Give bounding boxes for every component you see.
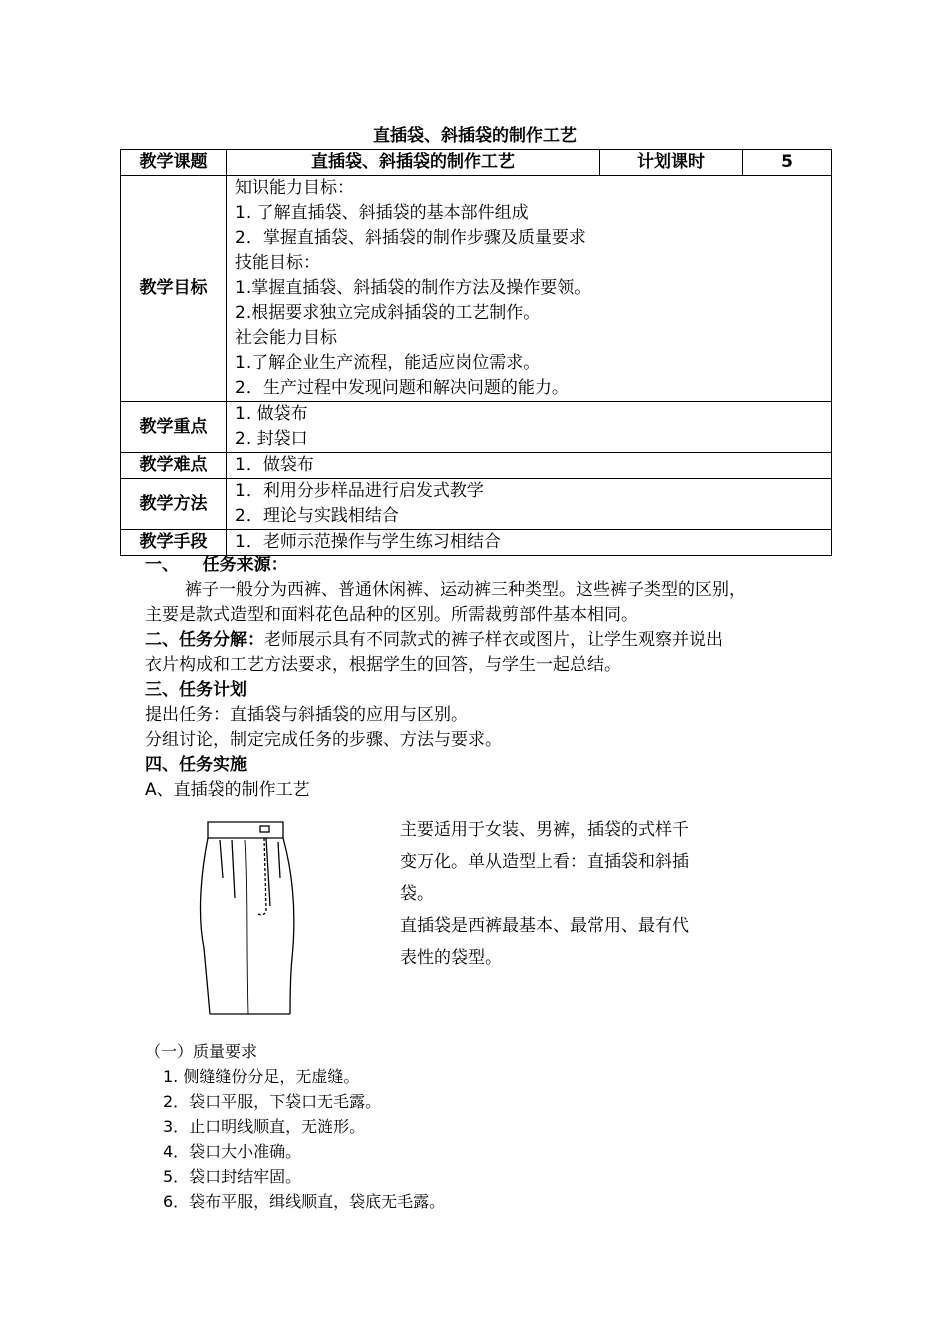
table-row [121, 150, 832, 176]
topic-label: 教学课题 [121, 150, 227, 176]
table-row [121, 530, 832, 556]
difficulty-label: 教学难点 [121, 453, 227, 479]
section-heading: 三、任务计划 [145, 680, 247, 700]
list-item: 2．袋口平服，下袋口无毛露。 [163, 1092, 382, 1111]
goal-line: 知识能力目标： [235, 178, 354, 198]
quality-requirements [145, 1039, 445, 1214]
hours-label: 计划课时 [600, 150, 743, 176]
list-item: 5．袋口封结牢固。 [163, 1167, 302, 1186]
list-item: 4．袋口大小准确。 [163, 1142, 302, 1161]
goal-line: 1.了解企业生产流程，能适应岗位需求。 [235, 353, 541, 373]
means-cell [227, 530, 832, 556]
table-row [121, 453, 832, 479]
subsection-heading: A、直插袋的制作工艺 [145, 780, 310, 800]
goals-cell [227, 176, 832, 402]
description-line: 表性的袋型。 [400, 948, 502, 968]
difficulty-line: 1．做袋布 [235, 455, 314, 475]
goals-label: 教学目标 [121, 176, 227, 402]
list-item: 6．袋布平服，缉线顺直，袋底无毛露。 [163, 1192, 446, 1211]
list-item: 3．止口明线顺直，无涟形。 [163, 1117, 366, 1136]
paragraph-line: 提出任务：直插袋与斜插袋的应用与区别。 [145, 705, 468, 725]
trousers-description [400, 814, 740, 974]
section-heading: 四、任务实施 [145, 755, 247, 775]
document-title: 直插袋、斜插袋的制作工艺 [373, 126, 577, 146]
table-row [121, 402, 832, 453]
table-row [121, 479, 832, 530]
goal-line: 1.掌握直插袋、斜插袋的制作方法及操作要领。 [235, 278, 592, 298]
quality-heading: （一）质量要求 [145, 1042, 258, 1061]
hours-value: 5 [743, 150, 832, 176]
goal-line: 2.根据要求独立完成斜插袋的工艺制作。 [235, 303, 541, 323]
goal-line: 2．生产过程中发现问题和解决问题的能力。 [235, 378, 569, 398]
key-line: 1. 做袋布 [235, 404, 308, 424]
means-label: 教学手段 [121, 530, 227, 556]
key-line: 2. 封袋口 [235, 429, 308, 449]
method-cell [227, 479, 832, 530]
key-label: 教学重点 [121, 402, 227, 453]
method-label: 教学方法 [121, 479, 227, 530]
section-heading: 二、任务分解： [145, 630, 264, 650]
key-cell [227, 402, 832, 453]
goal-line: 技能目标： [235, 253, 320, 273]
description-line: 变万化。单从造型上看：直插袋和斜插 [400, 852, 689, 872]
paragraph-line: 老师展示具有不同款式的裤子样衣或图片，让学生观察并说出 [264, 630, 723, 650]
goal-line: 2．掌握直插袋、斜插袋的制作步骤及质量要求 [235, 228, 586, 248]
list-item: 1. 侧缝缝份分足，无虚缝。 [163, 1067, 360, 1086]
means-line: 1．老师示范操作与学生练习相结合 [235, 532, 501, 552]
section-task-breakdown [145, 628, 835, 678]
topic-value: 直插袋、斜插袋的制作工艺 [227, 150, 600, 176]
section-task-implementation [145, 753, 835, 803]
section-task-plan [145, 678, 835, 753]
difficulty-cell [227, 453, 832, 479]
trousers-illustration [190, 818, 305, 1018]
goal-line: 社会能力目标 [235, 328, 337, 348]
section-task-source [145, 553, 835, 628]
paragraph-line: 衣片构成和工艺方法要求，根据学生的回答，与学生一起总结。 [145, 655, 621, 675]
goal-line: 1. 了解直插袋、斜插袋的基本部件组成 [235, 203, 529, 223]
table-row [121, 176, 832, 402]
paragraph-line: 主要是款式造型和面料花色品种的区别。所需裁剪部件基本相同。 [145, 605, 638, 625]
lesson-plan-table [120, 149, 832, 556]
paragraph-line: 分组讨论，制定完成任务的步骤、方法与要求。 [145, 730, 502, 750]
description-line: 直插袋是西裤最基本、最常用、最有代 [400, 916, 689, 936]
paragraph-line: 裤子一般分为西裤、普通休闲裤、运动裤三种类型。这些裤子类型的区别， [185, 580, 746, 600]
description-line: 袋。 [400, 884, 434, 904]
method-line: 2．理论与实践相结合 [235, 506, 399, 526]
method-line: 1．利用分步样品进行启发式教学 [235, 481, 484, 501]
section-heading: 一、 任务来源： [145, 555, 288, 575]
description-line: 主要适用于女装、男裤，插袋的式样千 [400, 820, 689, 840]
